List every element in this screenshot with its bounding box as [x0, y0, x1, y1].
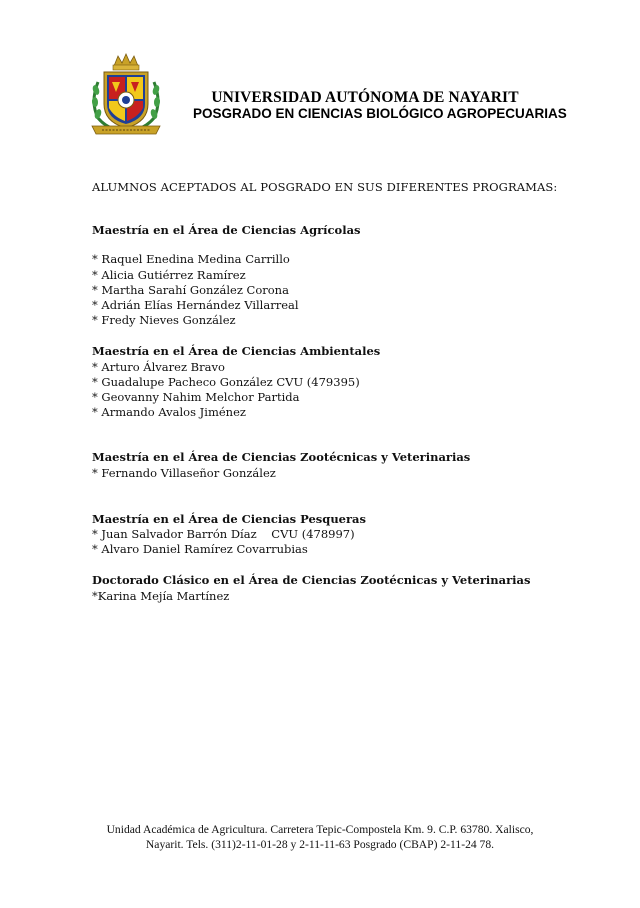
- program-title: Maestría en el Área de Ciencias Zootécnicas y Veterinarias: [92, 450, 471, 465]
- student-name: * Arturo Álvarez Bravo: [92, 359, 225, 374]
- program-title: Maestría en el Área de Ciencias Ambientales: [92, 344, 381, 359]
- letterhead: [80, 52, 567, 142]
- university-name: UNIVERSIDAD AUTÓNOMA DE NAYARIT: [211, 89, 519, 106]
- student-name: * Fredy Nieves González: [92, 313, 236, 328]
- footer-line: Unidad Académica de Agricultura. Carretera Tepic-Compostela Km. 9. C.P. 63780. Xalisco,: [106, 823, 534, 836]
- footer-address: [90, 822, 550, 852]
- intro-heading: ALUMNOS ACEPTADOS AL POSGRADO EN SUS DIFERENTES PROGRAMAS:: [92, 180, 558, 194]
- program-section: [92, 573, 562, 603]
- letterhead-text: [175, 89, 567, 121]
- student-name: * Alicia Gutiérrez Ramírez: [92, 267, 246, 282]
- program-title: Maestría en el Área de Ciencias Agrícolas: [92, 223, 361, 238]
- student-name: * Armando Avalos Jiménez: [92, 405, 246, 420]
- student-name: *Karina Mejía Martínez: [92, 588, 230, 603]
- program-section: [92, 512, 562, 558]
- student-name: * Geovanny Nahim Melchor Partida: [92, 390, 300, 405]
- footer-line: Nayarit. Tels. (311)2-11-01-28 y 2-11-11-63 Posgrado (CBAP) 2-11-24 78.: [145, 838, 495, 851]
- student-name: * Juan Salvador Barrón Díaz CVU (478997): [92, 527, 355, 542]
- student-name: * Alvaro Daniel Ramírez Covarrubias: [92, 542, 308, 557]
- university-crest-icon: [84, 52, 168, 138]
- student-name: * Fernando Villaseñor González: [92, 465, 276, 480]
- program-title: Doctorado Clásico en el Área de Ciencias Zootécnicas y Veterinarias: [92, 573, 531, 588]
- student-name: * Raquel Enedina Medina Carrillo: [92, 252, 290, 267]
- program-section: [92, 450, 562, 480]
- program-section: [92, 344, 562, 420]
- student-name: * Guadalupe Pacheco González CVU (479395): [92, 374, 360, 389]
- student-name: * Martha Sarahí González Corona: [92, 282, 289, 297]
- posgrado-name: POSGRADO EN CIENCIAS BIOLÓGICO AGROPECUARIAS: [193, 106, 567, 121]
- document-body: [92, 180, 562, 604]
- student-name: * Adrián Elías Hernández Villarreal: [92, 298, 299, 313]
- program-section: [92, 223, 562, 328]
- program-title: Maestría en el Área de Ciencias Pesqueras: [92, 511, 366, 526]
